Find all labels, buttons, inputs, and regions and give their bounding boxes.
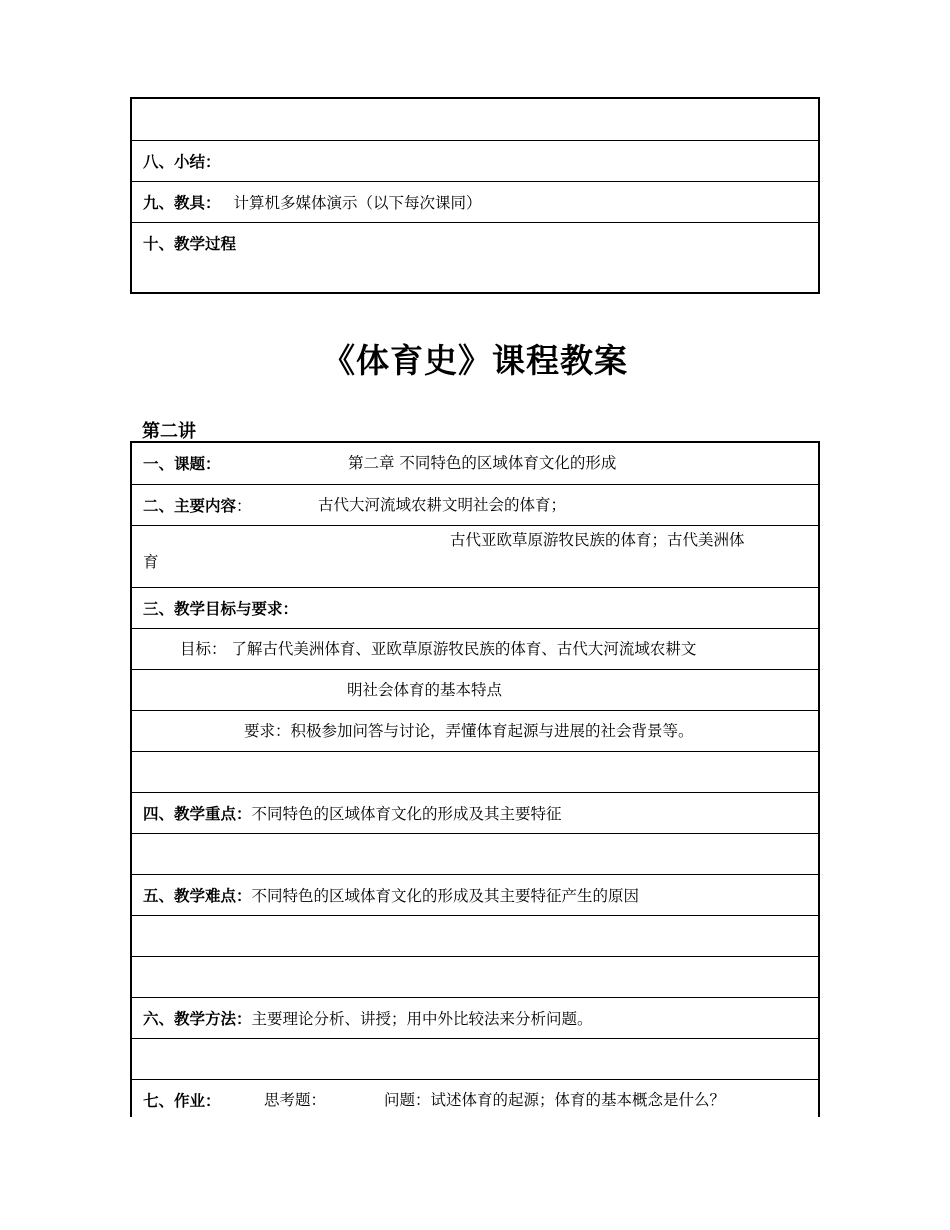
empty-row [132, 956, 818, 997]
topic-value: 第二章 不同特色的区域体育文化的形成 [348, 454, 617, 472]
content-colon: ： [236, 497, 252, 515]
method-row [132, 997, 818, 1038]
summary-label: 八、小结： [143, 152, 221, 171]
content-value-2b: 育 [143, 553, 159, 571]
content-row [132, 484, 818, 525]
method-value: 主要理论分析、讲授；用中外比较法来分析问题。 [251, 1010, 593, 1028]
previous-lesson-table [130, 97, 820, 294]
tools-value: 计算机多媒体演示（以下每次课同） [233, 194, 482, 212]
content-value-1: 古代大河流域农耕文明社会的体育； [318, 496, 567, 514]
content-label: 二、主要内容 [143, 496, 237, 515]
objectives-row [132, 587, 818, 628]
difficulty-value: 不同特色的区域体育文化的形成及其主要特征产生的原因 [251, 887, 640, 905]
homework-value: 问题：试述体育的起源；体育的基本概念是什么？ [384, 1091, 726, 1109]
empty-row [132, 833, 818, 874]
requirement-text: 要求：积极参加问答与讨论，弄懂体育起源与进展的社会背景等。 [244, 722, 694, 740]
goal-row [132, 628, 818, 669]
homework-label: 七、作业： [143, 1091, 221, 1110]
objectives-label: 三、教学目标与要求： [143, 599, 299, 618]
difficulty-row [132, 874, 818, 915]
topic-label: 一、课题： [143, 454, 221, 473]
tools-row [132, 181, 818, 222]
key-points-row [132, 792, 818, 833]
process-label: 十、教学过程 [143, 234, 237, 253]
content-value-2a: 古代亚欧草原游牧民族的体育；古代美洲体 [450, 531, 745, 549]
lecture-heading: 第二讲 [142, 421, 196, 442]
goal-continued-row [132, 669, 818, 710]
document-title: 《体育史》课程教案 [322, 341, 628, 380]
goal-line-1: 目标： 了解古代美洲体育、亚欧草原游牧民族的体育、古代大河流域农耕文 [180, 640, 697, 658]
summary-row [132, 140, 818, 181]
empty-row [132, 915, 818, 956]
homework-type: 思考题： [264, 1091, 327, 1109]
method-label: 六、教学方法： [143, 1009, 252, 1028]
empty-row [132, 99, 818, 140]
content-continued-row [132, 525, 818, 587]
homework-row [132, 1079, 818, 1120]
key-points-label: 四、教学重点： [143, 804, 252, 823]
topic-row [132, 443, 818, 484]
goal-line-2: 明社会体育的基本特点 [347, 681, 503, 699]
empty-row [132, 1038, 818, 1079]
difficulty-label: 五、教学难点： [143, 886, 252, 905]
empty-row [132, 751, 818, 792]
requirement-row [132, 710, 818, 751]
lesson-plan-table [130, 441, 820, 1117]
process-row [132, 222, 818, 294]
tools-label: 九、教具： [143, 193, 221, 212]
key-points-value: 不同特色的区域体育文化的形成及其主要特征 [251, 805, 562, 823]
